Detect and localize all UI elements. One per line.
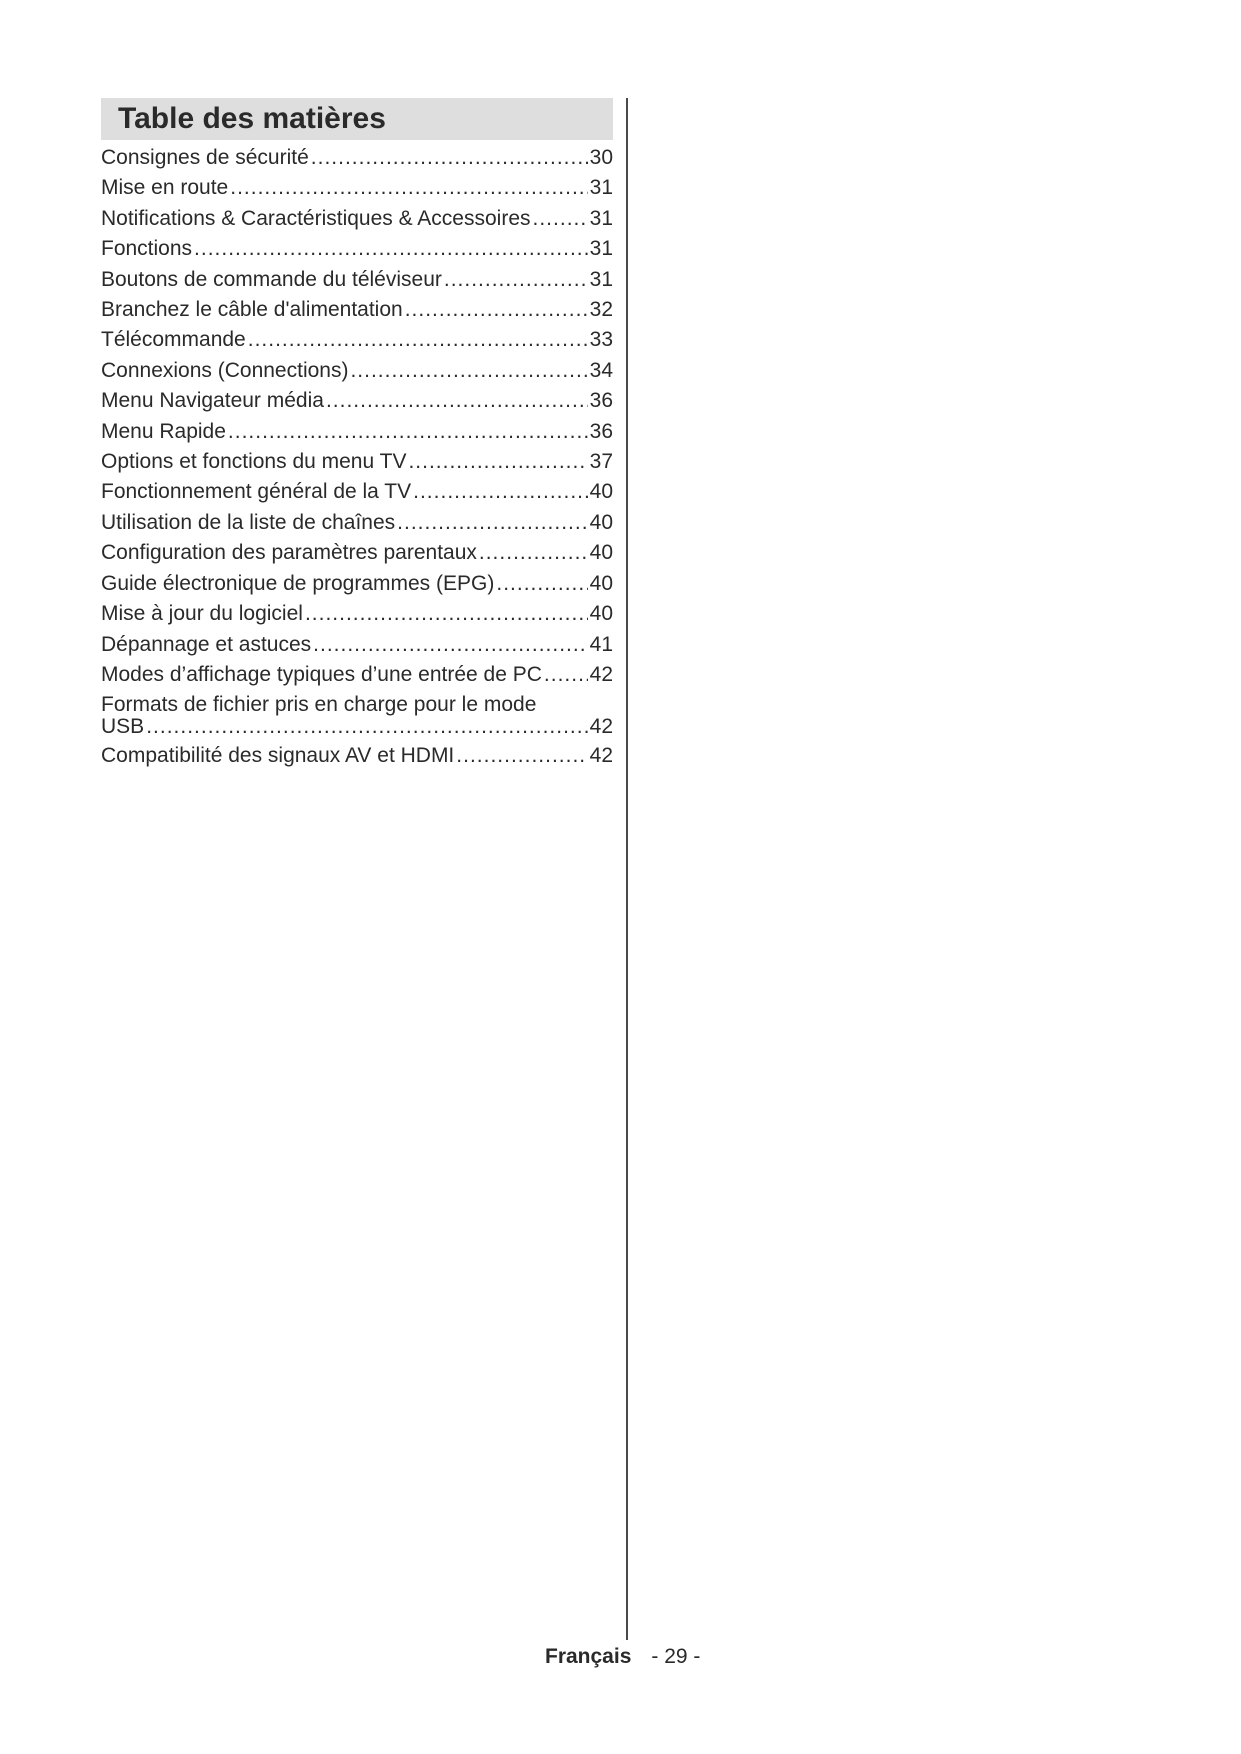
toc-entry-mise-a-jour-logiciel[interactable] [101,599,613,629]
toc-entry-modes-affichage-pc[interactable] [101,660,613,690]
toc-entry-boutons-commande[interactable] [101,265,613,295]
toc-entry-label: Consignes de sécurité [101,146,309,169]
dot-leader [533,204,588,234]
dot-leader [496,569,587,599]
toc-entry-label: Utilisation de la liste de chaînes [101,510,396,534]
dot-leader [350,356,587,386]
toc-entry-notifications[interactable] [101,204,613,234]
toc-entry-page: 31 [589,237,613,261]
toc-entry-label: Menu Navigateur média [101,389,324,413]
page-footer [545,1645,700,1669]
toc-entry-label-line1: Formats de fichier pris en charge pour le mode [101,693,537,717]
toc-entry-label: Mise en route [101,176,229,200]
toc-entry-liste-chaines[interactable] [101,508,613,538]
toc-entry-connexions[interactable] [101,356,613,386]
toc-entry-label: Menu Rapide [101,419,226,443]
toc-entry-page: 32 [589,298,613,322]
toc-entry-fonctionnement-general[interactable] [101,477,613,507]
dot-leader [405,295,588,325]
toc-entry-navigateur-media[interactable] [101,386,613,416]
toc-entry-page: 42 [589,715,613,739]
dot-leader [397,508,587,538]
dot-leader [544,660,588,690]
toc-entry-telecommande[interactable] [101,325,613,355]
dot-leader [479,538,588,568]
dot-leader [408,447,587,477]
toc-entry-options-menu-tv[interactable] [101,447,613,477]
toc-entry-page: 36 [589,389,613,413]
table-of-contents [101,98,613,772]
toc-entry-cable-alimentation[interactable] [101,295,613,325]
toc-entry-label: Connexions (Connections) [101,358,349,382]
dot-leader [248,325,588,355]
dot-leader [456,741,587,771]
toc-entry-page: 40 [589,480,613,504]
toc-entry-label: Options et fonctions du menu TV [101,450,407,474]
toc-entry-label: Fonctions [101,237,193,261]
dot-leader [194,234,588,264]
toc-entry-page: 40 [589,541,613,565]
toc-entry-mise-en-route[interactable] [101,173,613,203]
toc-entry-page: 40 [589,510,613,534]
toc-entry-label: Guide électronique de programmes (EPG) [101,571,495,595]
toc-entry-label: Télécommande [101,328,246,352]
toc-entry-label: Dépannage et astuces [101,632,312,656]
toc-entry-parametres-parentaux[interactable] [101,538,613,568]
dot-leader [305,599,588,629]
toc-entry-formats-fichier-usb[interactable] [101,690,613,738]
dot-leader [444,265,588,295]
toc-entry-epg[interactable] [101,569,613,599]
toc-list [101,143,613,772]
toc-entry-page: 42 [589,662,613,686]
toc-entry-label: Fonctionnement général de la TV [101,480,412,504]
toc-entry-page: 40 [589,571,613,595]
footer-language: Français [545,1645,632,1668]
toc-entry-label: Boutons de commande du téléviseur [101,267,442,291]
dot-leader [230,173,587,203]
toc-title: Table des matières [101,98,613,140]
toc-entry-page: 33 [589,328,613,352]
toc-entry-page: 31 [589,206,613,230]
toc-entry-page: 41 [589,632,613,656]
toc-entry-fonctions[interactable] [101,234,613,264]
toc-entry-label: Configuration des paramètres parentaux [101,541,477,565]
dot-leader [413,477,588,507]
toc-entry-page: 31 [589,176,613,200]
toc-entry-label: Branchez le câble d'alimentation [101,298,403,322]
toc-entry-label-line2: USB [101,715,145,739]
toc-entry-label: Mise à jour du logiciel [101,602,303,626]
toc-entry-page: 31 [589,267,613,291]
toc-entry-page: 34 [589,358,613,382]
toc-entry-depannage[interactable] [101,630,613,660]
toc-entry-label: Compatibilité des signaux AV et HDMI [101,744,455,768]
dot-leader [313,630,587,660]
column-divider [626,98,628,1640]
toc-entry-page: 30 [589,146,613,169]
toc-entry-label: Modes d’affichage typiques d’une entrée de PC [101,662,542,686]
toc-entry-page: 40 [589,602,613,626]
toc-entry-page: 37 [589,450,613,474]
dot-leader [228,417,588,447]
toc-entry-page: 42 [589,744,613,768]
dot-leader [311,143,588,173]
toc-entry-menu-rapide[interactable] [101,417,613,447]
dot-leader [326,386,588,416]
footer-page-number: - 29 - [651,1645,701,1668]
toc-entry-compatibilite-av-hdmi[interactable] [101,738,613,771]
toc-entry-page: 36 [589,419,613,443]
dot-leader [146,716,587,738]
toc-entry-label: Notifications & Caractéristiques & Accessoires [101,206,531,230]
toc-entry-consignes-securite[interactable] [101,143,613,173]
